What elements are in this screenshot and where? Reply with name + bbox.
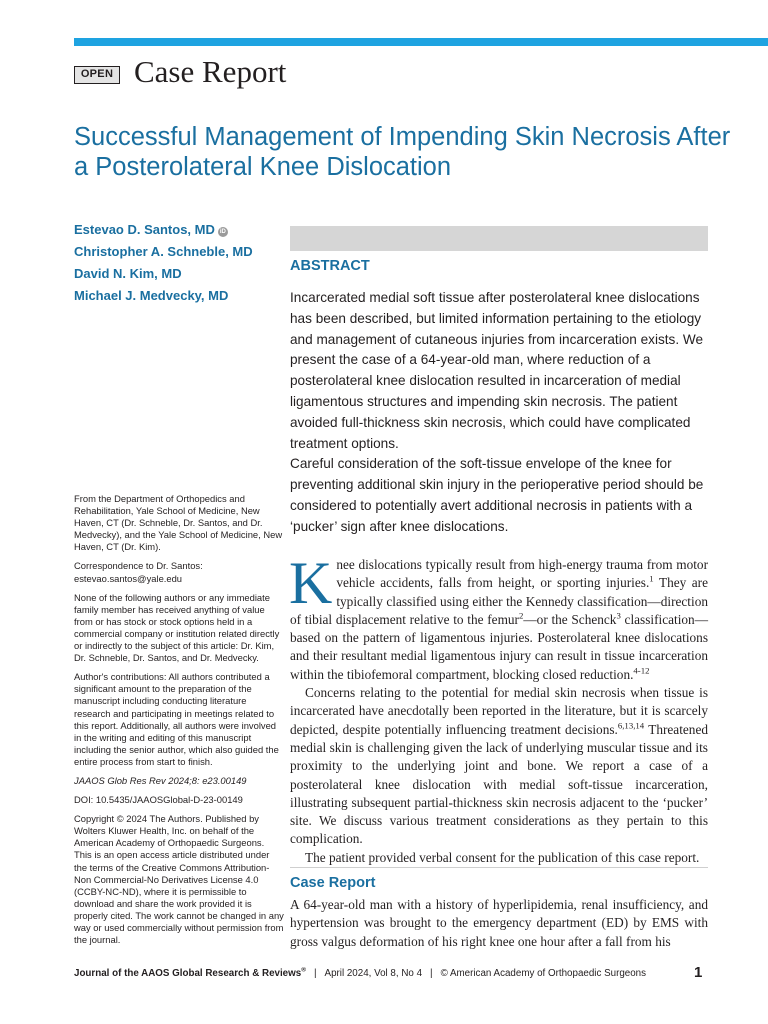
abstract-paragraph: Careful consideration of the soft-tissue envelope of the knee for preventing additional skin injury in the perioperative period should be considered to potentially avert additional necrosis in patients with a ‘pucker’ sign after knee dislocations. xyxy=(290,456,704,534)
abstract-body xyxy=(290,288,710,538)
contributions-note: Author's contributions: All authors contributed a significant amount to the preparation of the manuscript including conducting literature research and participating in meetings related to this report. Additionally, all authors were involved in the writing and editing of this manuscript including the senior author, which also guided the entire process from start to finish. xyxy=(74,671,279,767)
author-name[interactable]: Michael J. Medvecky, MD xyxy=(74,288,229,303)
author-list xyxy=(74,222,284,310)
body-paragraph: Knee dislocations typically result from high-energy trauma from motor vehicle accidents, falls from height, or sporting injuries.$^1$ They are typically classified using either the Kennedy classification—direction of tibial displacement relative to the femur$^2$—or the Schenck$^3$ classification—based on the pattern of ligamentous injuries. Posterolateral knee dislocations and their resultant medial ligamentous injury can result in tissue incarceration within the tibiofemoral compartment, blocking closed reduction.$^{4-12}$ xyxy=(289,550,709,682)
reference-link[interactable]: 4-12 xyxy=(633,665,650,676)
reference-link[interactable]: 3 xyxy=(616,610,621,621)
section-divider xyxy=(290,867,708,868)
footer-journal-name: Journal of the AAOS Global Research & Reviews® xyxy=(74,966,306,979)
open-access-badge: OPEN xyxy=(74,66,120,84)
drop-cap: K xyxy=(289,550,333,616)
abstract-heading: ABSTRACT xyxy=(290,258,370,274)
reference-link[interactable]: 6,13,14 xyxy=(617,720,645,731)
doi-note[interactable]: DOI: 10.5435/JAAOSGlobal-D-23-00149 xyxy=(74,794,243,806)
author-name[interactable]: David N. Kim, MD xyxy=(74,266,182,281)
article-title: Successful Management of Impending Skin Necrosis After a Posterolateral Knee Dislocation xyxy=(74,123,731,181)
author-name[interactable]: Christopher A. Schneble, MD xyxy=(74,244,253,259)
article-side-notes xyxy=(74,493,284,953)
footer-copyright: © American Academy of Orthopaedic Surgeons xyxy=(440,968,647,979)
footer-issue: April 2024, Vol 8, No 4 xyxy=(324,968,423,979)
copyright-note: Copyright © 2024 The Authors. Published by Wolters Kluwer Health, Inc. on behalf of the American Academy of Orthopaedic Surgeons. This is an open access article distributed under the terms of the Creative Commons Attribution-Non Commercial-No Derivatives License 4.0 (CCBY-NC-ND), where it is permissible to download and share the work provided it is properly cited. The work cannot be changed in any way or used commercially without permission from the journal. xyxy=(74,813,284,946)
page-footer xyxy=(74,968,708,979)
citation-note: JAAOS Glob Res Rev 2024;8: e23.00149 xyxy=(74,774,247,786)
disclosure-note: None of the following authors or any immediate family member has received anything of value from or has stock or stock options held in a commercial company or institution related directly or indirectly to the subject of this article: Dr. Kim, Dr. Schneble, Dr. Santos, and Dr. Medvecky. xyxy=(74,591,280,664)
abstract-header-bar xyxy=(290,226,708,251)
case-report-heading: Case Report xyxy=(290,875,376,891)
orcid-icon[interactable]: iD xyxy=(219,229,226,235)
introduction-body xyxy=(289,550,709,867)
article-type-label: Case Report xyxy=(134,54,287,89)
abstract-paragraph: Incarcerated medial soft tissue after posterolateral knee dislocations has been described, but limited information pertaining to the etiology and management of cutaneous injuries from incarceration exists. We present the case of a 64-year-old man, where reduction of a posterolateral knee dislocation resulted in incarceration of medial ligamentous structures and impending skin necrosis. The patient avoided full-thickness skin necrosis, which could have complicated treatment options. xyxy=(290,290,704,451)
page-number: 1 xyxy=(694,964,703,981)
correspondence-note: Correspondence to Dr. Santos: estevao.santos@yale.edu xyxy=(74,560,203,584)
affiliation-note: From the Department of Orthopedics and Rehabilitation, Yale School of Medicine, New Haven, CT (Dr. Schneble, Dr. Santos, and Dr. Medvecky), and the Yale School of Medicine, New Haven, CT (Dr. Kim). xyxy=(74,493,283,553)
author-name[interactable]: Estevao D. Santos, MD iD xyxy=(74,222,226,237)
case-report-body: A 64-year-old man with a history of hyperlipidemia, renal insufficiency, and hypertension was brought to the emergency department (ED) by EMS with gross valgus deformation of his right knee one hour after a fall from his xyxy=(290,897,708,949)
reference-link[interactable]: 1 xyxy=(649,573,654,584)
reference-link[interactable]: 2 xyxy=(518,610,524,621)
footer-separator: | xyxy=(313,968,317,979)
footer-separator: | xyxy=(430,968,433,979)
body-paragraph: Concerns relating to the potential for medial skin necrosis when tissue is incarcerated have anecdotally been reported in the literature, but it is scarcely depicted, despite potentially influencing treatment decisions.$^{6,13,14}$ Threatened medial skin is challenging given the lack of underlying muscular tissue and its proximity to the underlying joint and bone. We report a case of a posterolateral knee dislocation with medial soft-tissue incarceration, illustrating subsequent partial-thickness skin necrosis adjacent to the ‘pucker’ site. We discuss various treatment considerations as they pertain to this complication. xyxy=(290,685,708,847)
body-paragraph: The patient provided verbal consent for the publication of this case report. xyxy=(305,849,700,865)
header-accent-bar xyxy=(74,38,768,46)
